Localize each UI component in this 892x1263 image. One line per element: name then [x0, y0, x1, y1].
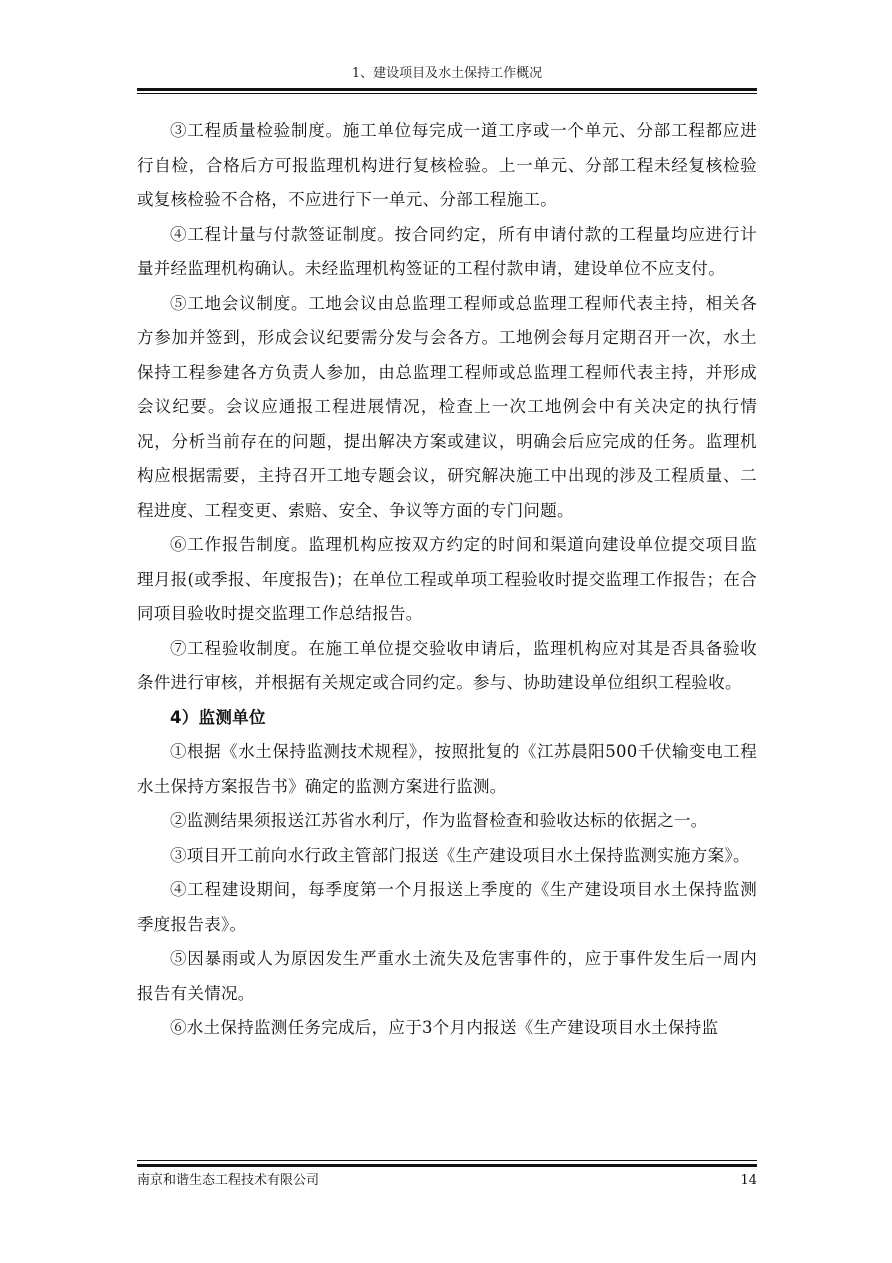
- paragraph-monitoring-basis: ①根据《水土保持监测技术规程》，按照批复的《江苏晨阳500千伏输变电工程水土保持方案报告书》确定的监测方案进行监测。: [137, 742, 757, 796]
- section-heading-monitoring-unit: 4）监测单位: [170, 707, 266, 727]
- header-rule-thick: [137, 88, 757, 91]
- paragraph-measurement-payment: ④工程计量与付款签证制度。按合同约定，所有申请付款的工程量均应进行计量并经监理机构确认。未经监理机构签证的工程付款申请，建设单位不应支付。: [137, 224, 757, 278]
- body-text: [137, 114, 757, 1046]
- footer-rule-thin: [137, 1160, 757, 1161]
- paragraph-quarterly-report: ④工程建设期间，每季度第一个月报送上季度的《生产建设项目水土保持监测季度报告表》。: [137, 880, 757, 934]
- paragraph-work-report: ⑥工作报告制度。监理机构应按双方约定的时间和渠道向建设单位提交项目监理月报(或季报、年度报告)；在单位工程或单项工程验收时提交监理工作报告；在合同项目验收时提交监理工作总结报告。: [137, 535, 757, 623]
- paragraph-quality-inspection: ③工程质量检验制度。施工单位每完成一道工序或一个单元、分部工程都应进行自检，合格后方可报监理机构进行复核检验。上一单元、分部工程未经复核检验或复核检验不合格，不应进行下一单元、分部工程施工。: [137, 121, 757, 209]
- paragraph-implementation-plan: ③项目开工前向水行政主管部门报送《生产建设项目水土保持监测实施方案》。: [170, 845, 750, 865]
- footer-rule-thick: [137, 1164, 757, 1167]
- paragraph-site-meeting: ⑤工地会议制度。工地会议由总监理工程师或总监理工程师代表主持，相关各方参加并签到，形成会议纪要需分发与会各方。工地例会每月定期召开一次，水土保持工程参建各方负责人参加，由总监理工程师或总监理工程师代表主持，并形成会议纪要。会议应通报工程进展情况，检查上一次工地例会中有关决定的执行情况，分析当前存在的问题，提出解决方案或建议，明确会后应完成的任务。监理机构应根据需要，主持召开工地专题会议，研究解决施工中出现的涉及工程质量、二程进度、工程变更、索赔、安全、争议等方面的专门问题。: [137, 293, 757, 520]
- footer-company-name: 南京和谐生态工程技术有限公司: [137, 1173, 320, 1188]
- running-header-title: 1、建设项目及水土保持工作概况: [351, 66, 543, 81]
- footer-page-number: 14: [740, 1173, 757, 1188]
- header-rule-thin: [137, 93, 757, 94]
- paragraph-acceptance: ⑦工程验收制度。在施工单位提交验收申请后，监理机构应对其是否具备验收条件进行审核，并根据有关规定或合同约定。参与、协助建设单位组织工程验收。: [137, 638, 757, 692]
- paragraph-incident-report: ⑤因暴雨或人为原因发生严重水土流失及危害事件的，应于事件发生后一周内报告有关情况。: [137, 949, 757, 1003]
- paragraph-completion-report: ⑥水土保持监测任务完成后，应于3个月内报送《生产建设项目水土保持监: [170, 1018, 719, 1037]
- paragraph-monitoring-results: ②监测结果须报送江苏省水利厅，作为监督检查和验收达标的依据之一。: [170, 811, 708, 830]
